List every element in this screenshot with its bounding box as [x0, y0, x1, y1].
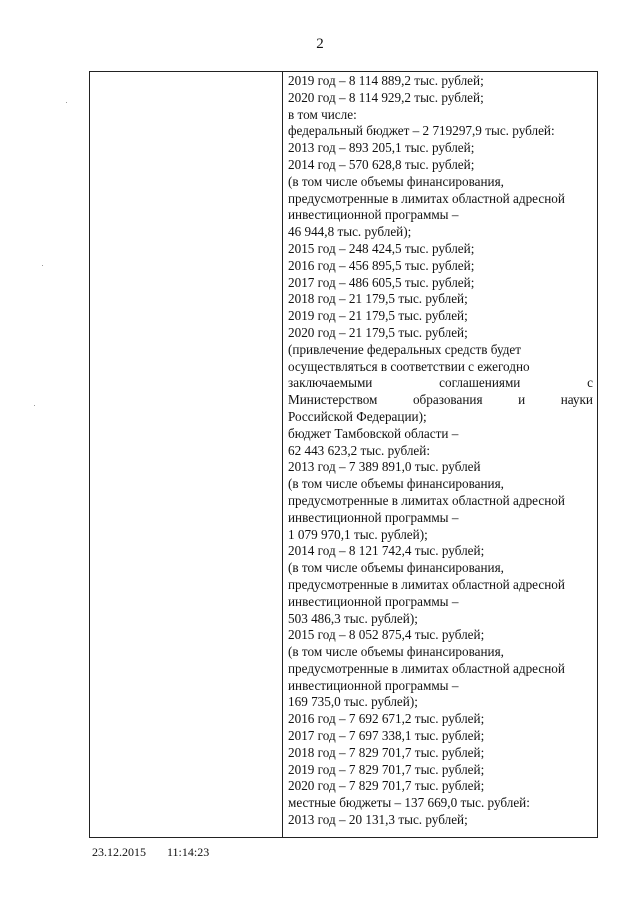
text-line: инвестиционной программы –	[288, 593, 459, 609]
text-line: 2016 год – 7 692 671,2 тыс. рублей;	[288, 711, 485, 727]
text-line: инвестиционной программы –	[288, 207, 459, 223]
text-line: 2017 год – 486 605,5 тыс. рублей;	[288, 274, 475, 290]
page-number: 2	[316, 36, 324, 52]
text-line: Российской Федерации);	[288, 408, 427, 424]
text-line: 2018 год – 21 179,5 тыс. рублей;	[288, 291, 468, 307]
justified-word: заключаемыми	[288, 375, 373, 391]
text-line: 2016 год – 456 895,5 тыс. рублей;	[288, 257, 475, 273]
text-line: предусмотренные в лимитах областной адресной	[288, 190, 565, 206]
text-line: инвестиционной программы –	[288, 509, 459, 525]
text-line: 2020 год – 21 179,5 тыс. рублей;	[288, 324, 468, 340]
text-line: 2013 год – 20 131,3 тыс. рублей;	[288, 812, 468, 828]
text-line: 2020 год – 8 114 929,2 тыс. рублей;	[288, 89, 484, 105]
text-line: 2019 год – 21 179,5 тыс. рублей;	[288, 308, 468, 324]
scan-speck	[34, 405, 35, 406]
text-line: 503 486,3 тыс. рублей);	[288, 610, 418, 626]
table-right-column	[283, 72, 597, 837]
justified-line-1	[288, 375, 593, 392]
text-line: бюджет Тамбовской области –	[288, 425, 459, 441]
text-line: 62 443 623,2 тыс. рублей:	[288, 442, 430, 458]
justified-word: и	[518, 392, 526, 408]
text-line: федеральный бюджет – 2 719297,9 тыс. рублей:	[288, 123, 555, 139]
text-line: 2020 год – 7 829 701,7 тыс. рублей;	[288, 778, 485, 794]
text-line: предусмотренные в лимитах областной адресной	[288, 576, 565, 592]
content-table	[89, 71, 598, 838]
justified-word: с	[587, 375, 593, 391]
justified-line-2	[288, 392, 593, 409]
text-line: 2018 год – 7 829 701,7 тыс. рублей;	[288, 744, 485, 760]
text-line: предусмотренные в лимитах областной адресной	[288, 660, 565, 676]
text-line: (в том числе объемы финансирования,	[288, 173, 504, 189]
text-line: (в том числе объемы финансирования,	[288, 644, 504, 660]
text-line: 2017 год – 7 697 338,1 тыс. рублей;	[288, 728, 485, 744]
text-line: 2019 год – 8 114 889,2 тыс. рублей;	[288, 73, 484, 88]
text-line: 1 079 970,1 тыс. рублей);	[288, 526, 428, 542]
text-line: (в том числе объемы финансирования,	[288, 476, 504, 492]
text-line: местные бюджеты – 137 669,0 тыс. рублей:	[288, 795, 530, 811]
text-block-a	[288, 73, 593, 375]
table-left-column	[90, 72, 283, 837]
text-line: инвестиционной программы –	[288, 677, 459, 693]
text-line: 2014 год – 8 121 742,4 тыс. рублей;	[288, 543, 485, 559]
scan-speck	[66, 102, 67, 103]
footer-timestamp	[92, 845, 209, 860]
text-line: в том числе:	[288, 106, 357, 122]
text-line: 2015 год – 8 052 875,4 тыс. рублей;	[288, 627, 485, 643]
text-line: 169 735,0 тыс. рублей);	[288, 694, 418, 710]
text-block-b	[288, 409, 593, 829]
scan-speck	[42, 265, 43, 266]
text-line: осуществляться в соответствии с ежегодно	[288, 358, 530, 374]
text-line: предусмотренные в лимитах областной адресной	[288, 492, 565, 508]
text-line: (привлечение федеральных средств будет	[288, 341, 522, 357]
justified-word: соглашениями	[439, 375, 521, 391]
justified-word: науки	[560, 392, 593, 408]
footer-date: 23.12.2015	[92, 845, 146, 859]
text-line: 2013 год – 7 389 891,0 тыс. рублей	[288, 459, 481, 475]
text-line: 2015 год – 248 424,5 тыс. рублей;	[288, 240, 475, 256]
text-line: (в том числе объемы финансирования,	[288, 560, 504, 576]
justified-word: образования	[412, 392, 483, 408]
text-line: 2019 год – 7 829 701,7 тыс. рублей;	[288, 761, 485, 777]
text-line: 2014 год – 570 628,8 тыс. рублей;	[288, 156, 475, 172]
text-line: 2013 год – 893 205,1 тыс. рублей;	[288, 140, 475, 156]
justified-word: Министерством	[288, 392, 378, 408]
text-line: 46 944,8 тыс. рублей);	[288, 224, 412, 240]
footer-time: 11:14:23	[167, 845, 210, 859]
